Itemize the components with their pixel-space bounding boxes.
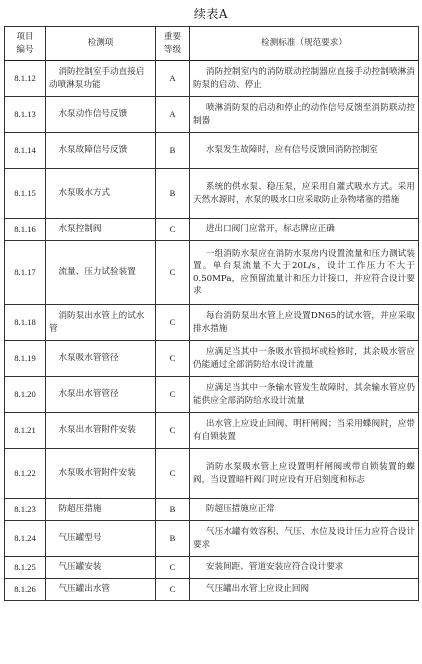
row-item: 消防控制室手动直接启动喷淋泵功能: [46, 61, 156, 97]
row-standard: 消防控制室内的消防联动控制器应直接手动控制喷淋消防泵的启动、停止: [190, 61, 419, 97]
row-item: 水泵控制阀: [46, 219, 156, 241]
table-row: [5, 557, 419, 579]
table-row: [5, 499, 419, 521]
header-standard: 检测标准（规范要求）: [190, 27, 419, 61]
header-level: 重要 等级: [156, 27, 190, 61]
row-level: C: [156, 305, 190, 341]
row-level: C: [156, 219, 190, 241]
row-level: C: [156, 449, 190, 499]
row-level: C: [156, 413, 190, 449]
row-id: 8.1.22: [5, 449, 46, 499]
row-level: A: [156, 61, 190, 97]
table-row: [5, 219, 419, 241]
row-level: B: [156, 521, 190, 557]
row-item: 水泵出水管管径: [46, 377, 156, 413]
table-row: [5, 341, 419, 377]
row-id: 8.1.18: [5, 305, 46, 341]
row-id: 8.1.24: [5, 521, 46, 557]
header-item: 检测项: [46, 27, 156, 61]
table-row: [5, 413, 419, 449]
table-row: [5, 521, 419, 557]
row-standard: 一组消防水泵应在消防水泵房内设置流量和压力测试装置。单台泵流量不大于20L/s，设计工作压力不大于0.50MPa，应预留流量计和压力计接口，并应符合设计要求: [190, 241, 419, 305]
row-level: C: [156, 557, 190, 579]
table-row: [5, 133, 419, 169]
row-level: A: [156, 97, 190, 133]
row-item: 水泵吸水管管径: [46, 341, 156, 377]
row-item: 水泵动作信号反馈: [46, 97, 156, 133]
row-level: B: [156, 169, 190, 219]
row-item: 消防泵出水管上的试水管: [46, 305, 156, 341]
row-standard: 出水管上应设止回阀、明杆闸阀；当采用蝶阀时，应带有自锁装置: [190, 413, 419, 449]
table-row: [5, 377, 419, 413]
row-standard: 进出口阀门应常开，标志牌应正确: [190, 219, 419, 241]
row-id: 8.1.12: [5, 61, 46, 97]
row-id: 8.1.20: [5, 377, 46, 413]
row-level: B: [156, 499, 190, 521]
row-level: C: [156, 377, 190, 413]
row-item: 防超压措施: [46, 499, 156, 521]
row-level: C: [156, 241, 190, 305]
row-item: 水泵故障信号反馈: [46, 133, 156, 169]
row-item: 水泵吸水方式: [46, 169, 156, 219]
row-id: 8.1.21: [5, 413, 46, 449]
row-id: 8.1.25: [5, 557, 46, 579]
row-standard: 安装间距、管道安装应符合设计要求: [190, 557, 419, 579]
row-standard: 气压罐出水管上应设止回阀: [190, 579, 419, 601]
row-id: 8.1.16: [5, 219, 46, 241]
row-item: 流量、压力试验装置: [46, 241, 156, 305]
row-item: 气压罐型号: [46, 521, 156, 557]
row-standard: 喷淋消防泵的启动和停止的动作信号反馈至消防联动控制器: [190, 97, 419, 133]
row-item: 水泵出水管附件安装: [46, 413, 156, 449]
row-id: 8.1.26: [5, 579, 46, 601]
row-item: 水泵吸水管附件安装: [46, 449, 156, 499]
table-body: [5, 61, 419, 601]
row-standard: 系统的供水泵、稳压泵，应采用自灌式吸水方式。采用天然水源时，水泵的吸水口应采取防止杂物堵塞的措施: [190, 169, 419, 219]
row-item: 气压罐安装: [46, 557, 156, 579]
row-standard: 防超压措施应正常: [190, 499, 419, 521]
row-standard: 水泵发生故障时，应有信号反馈回消防控制室: [190, 133, 419, 169]
table-row: [5, 169, 419, 219]
table-caption: 续表A: [193, 7, 229, 21]
row-level: C: [156, 579, 190, 601]
row-id: 8.1.15: [5, 169, 46, 219]
row-standard: 消防水泵吸水管上应设置明杆闸阀或带自锁装置的蝶阀，当设置暗杆阀门时应设有开启刻度和标志: [190, 449, 419, 499]
table-row: [5, 305, 419, 341]
row-id: 8.1.14: [5, 133, 46, 169]
table-row: [5, 579, 419, 601]
row-id: 8.1.23: [5, 499, 46, 521]
row-standard: 应满足当其中一条输水管发生故障时，其余输水管应仍能供应全部消防给水设计流量: [190, 377, 419, 413]
header-id: 项目 编号: [5, 27, 46, 61]
row-id: 8.1.19: [5, 341, 46, 377]
row-level: C: [156, 341, 190, 377]
inspection-table: [4, 26, 419, 601]
row-level: B: [156, 133, 190, 169]
header-row: [5, 27, 419, 61]
table-row: [5, 97, 419, 133]
row-id: 8.1.13: [5, 97, 46, 133]
table-row: [5, 241, 419, 305]
row-id: 8.1.17: [5, 241, 46, 305]
row-standard: 每台消防泵出水管上应设置DN65的试水管，并应采取排水措施: [190, 305, 419, 341]
table-row: [5, 61, 419, 97]
row-standard: 气压水罐有效容积、气压、水位及设计压力应符合设计要求: [190, 521, 419, 557]
row-standard: 应满足当其中一条吸水管损坏或检修时，其余吸水管应仍能通过全部消防给水设计流量: [190, 341, 419, 377]
row-item: 气压罐出水管: [46, 579, 156, 601]
table-row: [5, 449, 419, 499]
